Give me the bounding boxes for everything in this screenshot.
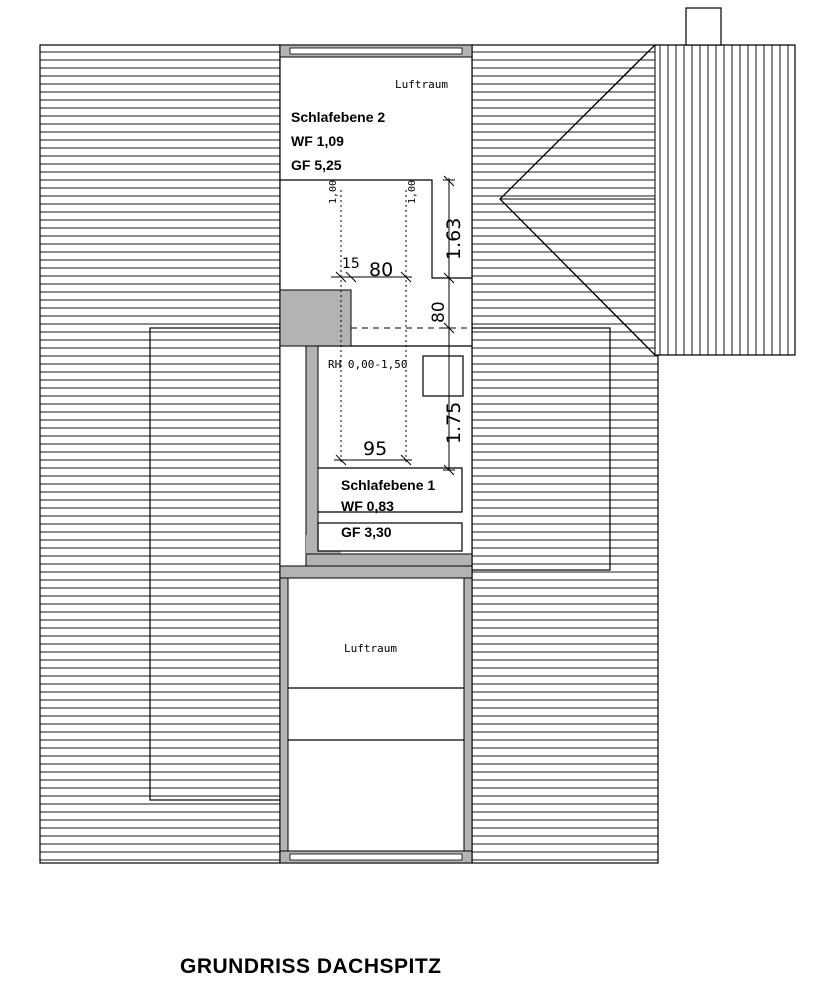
tick-label-a: 1,00 (328, 179, 339, 204)
level2-name: Schlafebene 2 (291, 109, 386, 125)
chimney (686, 8, 721, 45)
level1-name: Schlafebene 1 (341, 477, 436, 493)
rh-note: RH 0,00-1,50 (328, 358, 408, 371)
roof-left (40, 45, 280, 863)
level2-wf: WF 1,09 (291, 133, 344, 149)
dim-95: 95 (363, 438, 388, 460)
tick-label-b: 1,00 (407, 179, 418, 204)
dim-175: 1.75 (443, 401, 465, 444)
dim-163: 1.63 (443, 217, 465, 260)
dim-80-horizontal: 80 (369, 259, 394, 281)
drawing-title: GRUNDRISS DACHSPITZ (180, 955, 442, 978)
skylight (423, 356, 463, 396)
void-lower-label: Luftraum (344, 642, 397, 655)
level1-gf: GF 3,30 (341, 524, 392, 540)
dim-80-vertical: 80 (429, 301, 449, 323)
level2-gf: GF 5,25 (291, 157, 342, 173)
dim-15: 15 (342, 256, 360, 272)
level1-wf: WF 0,83 (341, 498, 394, 514)
wall-block (280, 290, 351, 346)
void-upper-label: Luftraum (395, 78, 448, 91)
